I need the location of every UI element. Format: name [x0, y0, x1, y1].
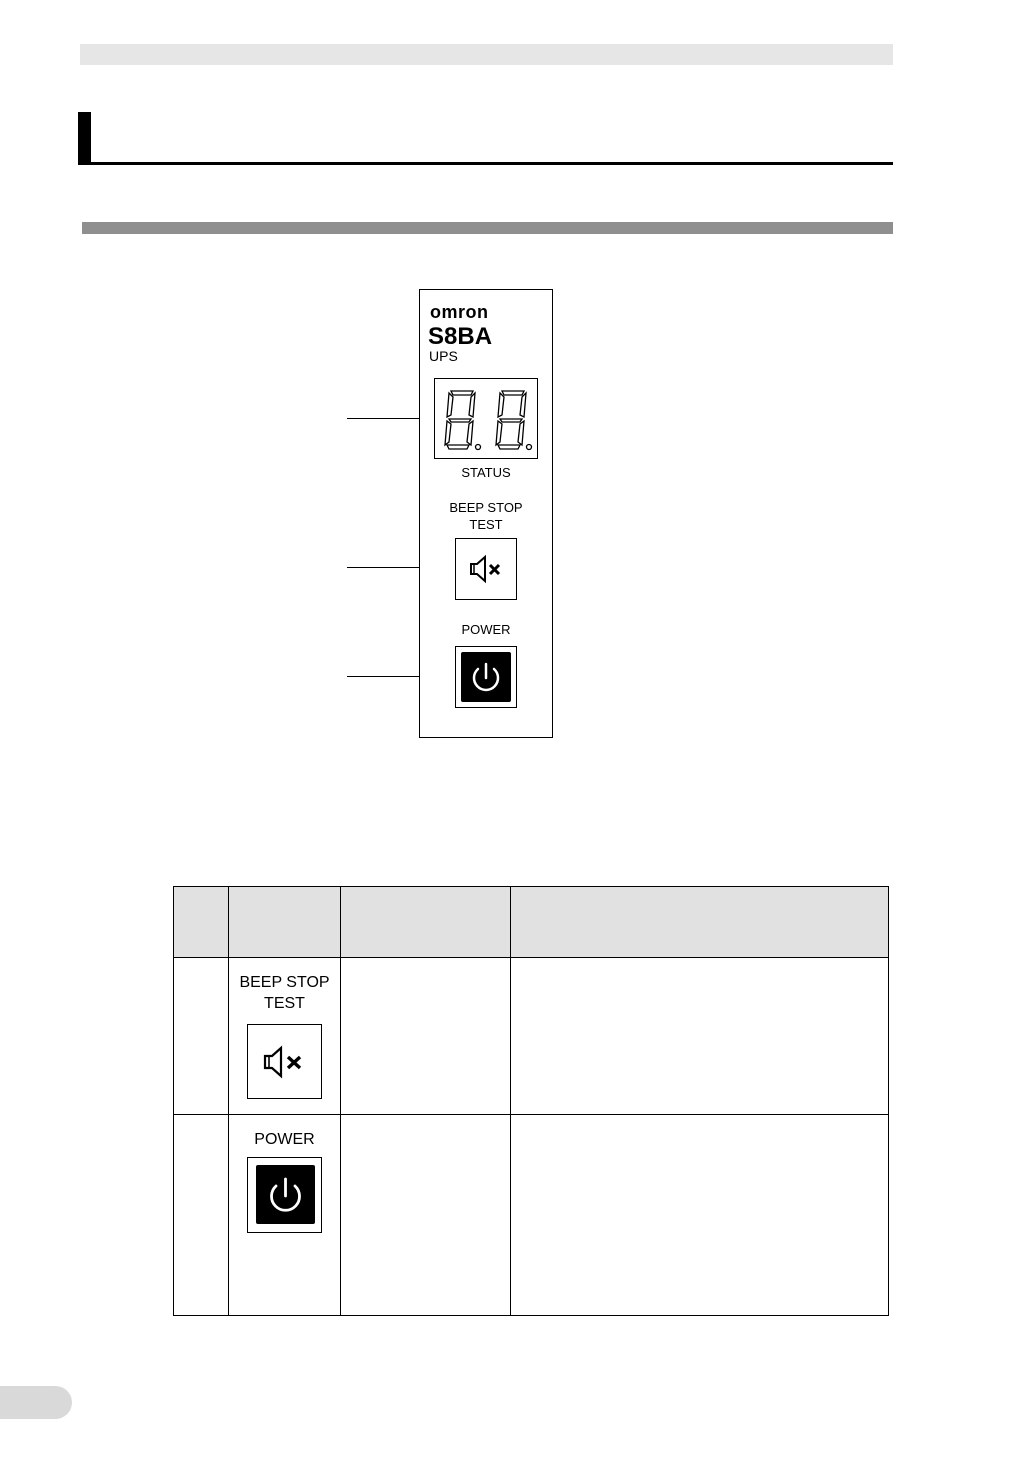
- speaker-mute-icon: [456, 539, 516, 599]
- table-header-cell: [174, 887, 229, 958]
- power-icon: [256, 1165, 315, 1224]
- power-label: POWER: [254, 1131, 315, 1148]
- beep-stop-label-line1: BEEP STOP: [449, 500, 523, 515]
- beep-stop-label-line2: TEST: [469, 517, 503, 532]
- power-icon: [461, 652, 511, 702]
- chapter-heading-marker: [78, 112, 91, 164]
- description-cell: [511, 958, 889, 1115]
- power-button[interactable]: [455, 646, 517, 708]
- beep-stop-label-line1: BEEP STOP: [239, 974, 330, 991]
- chapter-heading-rule: [78, 162, 893, 165]
- row-number-cell: [174, 1115, 229, 1316]
- ups-front-panel: [419, 289, 553, 738]
- power-button-face: [461, 652, 511, 702]
- table-row: [174, 958, 889, 1115]
- status-label: STATUS: [461, 465, 511, 480]
- model-name: S8BA: [428, 323, 493, 350]
- row-number-cell: [174, 958, 229, 1115]
- function-name-cell: [341, 1115, 511, 1316]
- table-header-cell: [511, 887, 889, 958]
- beep-stop-test-button[interactable]: [455, 538, 517, 600]
- header-band: [80, 44, 893, 65]
- power-button-face: [256, 1165, 315, 1224]
- section-heading-rule: [82, 222, 893, 234]
- button-cell: [229, 958, 341, 1115]
- table-header-row: [174, 887, 889, 958]
- brand-logo: omron: [430, 302, 489, 322]
- table-row: [174, 1115, 889, 1316]
- page-number-tab: [0, 1386, 72, 1419]
- seven-segment-digits-icon: [435, 379, 537, 458]
- table-header-cell: [341, 887, 511, 958]
- power-label: POWER: [461, 622, 511, 637]
- description-cell: [511, 1115, 889, 1316]
- seven-segment-display: [434, 378, 538, 459]
- device-type: UPS: [429, 348, 458, 364]
- speaker-mute-icon: [248, 1025, 321, 1098]
- function-name-cell: [341, 958, 511, 1115]
- beep-stop-label-line2: TEST: [264, 995, 305, 1012]
- button-cell: [229, 1115, 341, 1316]
- table-header-cell: [229, 887, 341, 958]
- operation-table: [173, 886, 889, 1316]
- power-button-illustration: [247, 1157, 322, 1233]
- beep-stop-test-button-illustration: [247, 1024, 322, 1099]
